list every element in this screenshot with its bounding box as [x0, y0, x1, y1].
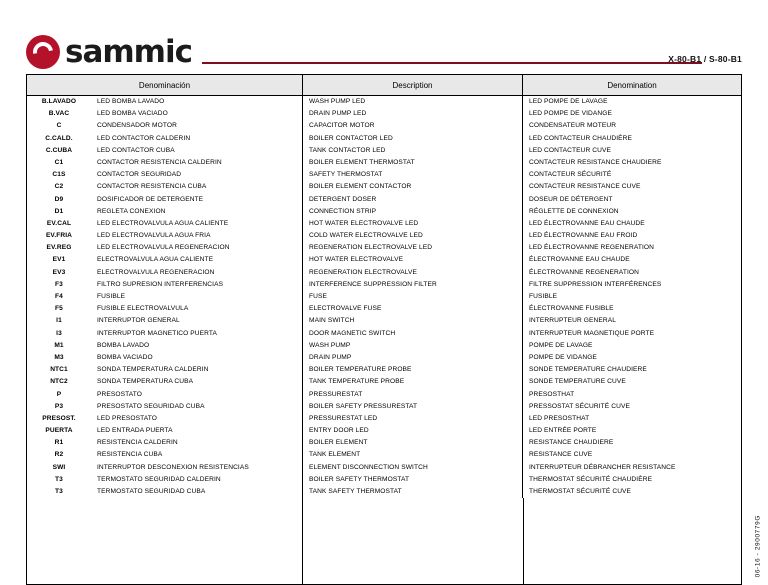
- table-row: [27, 462, 741, 474]
- cell-denomination: LED POMPE DE VIDANGE: [529, 110, 612, 118]
- cell-description: REGENERATION ELECTROVALVE LED: [303, 242, 523, 254]
- cell-denomination: CONTACTEUR RESISTANCE CUVE: [529, 183, 641, 191]
- cell-denomination: FILTRE SUPPRESSION INTERFÉRENCES: [529, 280, 662, 288]
- cell-denomination: LED PRESOSTHAT: [529, 414, 590, 422]
- cell-denominacion: CONDENSADOR MOTOR: [93, 120, 303, 132]
- cell-denominacion: LED CONTACTOR CALDERIN: [93, 133, 303, 145]
- cell-denominacion: LED ELECTROVALVULA AGUA FRIA: [93, 230, 303, 242]
- cell-denomination: RESISTANCE CHAUDIERE: [529, 439, 614, 447]
- cell-denomination: SONDE TEMPERATURE CHAUDIERE: [529, 366, 647, 374]
- cell-denominacion: REGLETA CONEXION: [93, 206, 303, 218]
- cell-description: COLD WATER ELECTROVALVE LED: [303, 230, 523, 242]
- cell-description: BOILER SAFETY PRESSURESTAT: [303, 401, 523, 413]
- cell-description: DRAIN PUMP: [303, 352, 523, 364]
- cell-description: BOILER ELEMENT CONTACTOR: [303, 181, 523, 193]
- cell-denominacion: INTERRUPTOR GENERAL: [93, 315, 303, 327]
- cell-denomination: ÉLECTROVANNE REGENERATION: [529, 268, 639, 276]
- cell-description: DETERGENT DOSER: [303, 194, 523, 206]
- cell-description: TANK TEMPERATURE PROBE: [303, 376, 523, 388]
- cell-code: NTC2: [50, 378, 68, 386]
- table-row: [27, 474, 741, 486]
- cell-denomination: INTERRUPTEUR GENERAL: [529, 317, 616, 325]
- cell-denomination: INTERRUPTEUR MAGNETIQUE PORTE: [529, 329, 655, 337]
- cell-denominacion: CONTACTOR SEGURIDAD: [93, 169, 303, 181]
- table-row: [27, 230, 741, 242]
- cell-denomination: PRESSOSTAT SÉCURITÉ CUVE: [529, 402, 630, 410]
- cell-denominacion: RESISTENCIA CALDERIN: [93, 437, 303, 449]
- cell-description: CONNECTION STRIP: [303, 206, 523, 218]
- cell-code: C: [56, 122, 62, 130]
- cell-denominacion: BOMBA VACIADO: [93, 352, 303, 364]
- cell-code: C.CALD.: [45, 134, 73, 142]
- cell-description: TANK SAFETY THERMOSTAT: [303, 486, 523, 498]
- cell-code: T3: [55, 475, 63, 483]
- column-header-denominacion: Denominación: [27, 75, 303, 95]
- cell-denomination: POMPE DE LAVAGE: [529, 341, 593, 349]
- cell-description: BOILER TEMPERATURE PROBE: [303, 364, 523, 376]
- cell-description: BOILER ELEMENT THERMOSTAT: [303, 157, 523, 169]
- cell-denominacion: SONDA TEMPERATURA CUBA: [93, 376, 303, 388]
- cell-denominacion: ELECTROVALVULA REGENERACION: [93, 267, 303, 279]
- table-row: [27, 181, 741, 193]
- cell-denominacion: FUSIBLE: [93, 291, 303, 303]
- cell-denominacion: CONTACTOR RESISTENCIA CUBA: [93, 181, 303, 193]
- table-row: [27, 254, 741, 266]
- table-row: [27, 108, 741, 120]
- cell-denomination: THERMOSTAT SÉCURITÉ CUVE: [529, 488, 632, 495]
- cell-denominacion: CONTACTOR RESISTENCIA CALDERIN: [93, 157, 303, 169]
- brand-logo: [26, 34, 192, 70]
- brand-name: sammic: [65, 34, 192, 70]
- cell-code: NTC1: [50, 366, 68, 374]
- cell-description: TANK ELEMENT: [303, 449, 523, 461]
- cell-denominacion: SONDA TEMPERATURA CALDERIN: [93, 364, 303, 376]
- cell-description: ENTRY DOOR LED: [303, 425, 523, 437]
- cell-denomination: LED ÉLECTROVANNE REGENERATION: [529, 244, 655, 252]
- table-row: [27, 133, 741, 145]
- cell-denomination: LED ÉLECTROVANNE EAU FROID: [529, 232, 638, 240]
- cell-denominacion: LED BOMBA VACIADO: [93, 108, 303, 120]
- cell-description: TANK CONTACTOR LED: [303, 145, 523, 157]
- cell-denominacion: LED CONTACTOR CUBA: [93, 145, 303, 157]
- cell-denominacion: FUSIBLE ELECTROVALVULA: [93, 303, 303, 315]
- cell-code: C1: [54, 158, 64, 166]
- cell-code: PRESOST.: [42, 414, 76, 422]
- cell-denominacion: PRESOSTATO: [93, 389, 303, 401]
- cell-denomination: LED POMPE DE LAVAGE: [529, 98, 608, 105]
- cell-code: B.VAC: [48, 110, 70, 118]
- table-row: [27, 437, 741, 449]
- cell-denomination: FUSIBLE: [529, 293, 558, 300]
- cell-denominacion: PRESOSTATO SEGURIDAD CUBA: [93, 401, 303, 413]
- cell-code: C.CUBA: [45, 146, 73, 154]
- table-row: [27, 242, 741, 254]
- cell-description: PRESSURESTAT LED: [303, 413, 523, 425]
- cell-denomination: CONTACTEUR SÉCURITÉ: [529, 171, 612, 179]
- cell-description: DRAIN PUMP LED: [303, 108, 523, 120]
- cell-denominacion: ELECTROVALVULA AGUA CALIENTE: [93, 254, 303, 266]
- header-divider: [202, 62, 702, 64]
- cell-description: BOILER CONTACTOR LED: [303, 133, 523, 145]
- cell-code: EV.REG: [46, 244, 72, 252]
- cell-description: HOT WATER ELECTROVALVE LED: [303, 218, 523, 230]
- cell-code: I3: [56, 329, 62, 337]
- table-row: [27, 267, 741, 279]
- cell-description: HOT WATER ELECTROVALVE: [303, 254, 523, 266]
- cell-description: MAIN SWITCH: [303, 315, 523, 327]
- table-row: [27, 449, 741, 461]
- cell-code: T3: [55, 488, 63, 495]
- table-row: [27, 425, 741, 437]
- table-header-row: [27, 75, 741, 96]
- table-row: [27, 194, 741, 206]
- cell-code: C2: [54, 183, 64, 191]
- cell-code: C1S: [52, 171, 66, 179]
- table-row: [27, 328, 741, 340]
- cell-denomination: SONDE TEMPERATURE CUVE: [529, 378, 626, 386]
- cell-description: BOILER SAFETY THERMOSTAT: [303, 474, 523, 486]
- cell-description: DOOR MAGNETIC SWITCH: [303, 328, 523, 340]
- cell-denominacion: TERMOSTATO SEGURIDAD CUBA: [93, 486, 303, 498]
- table-row: [27, 157, 741, 169]
- model-code: X-80-B1 / S-80-B1: [668, 54, 742, 64]
- cell-denomination: CONTACTEUR RESISTANCE CHAUDIERE: [529, 158, 662, 166]
- cell-code: I1: [56, 317, 62, 325]
- cell-description: INTERFERENCE SUPPRESSION FILTER: [303, 279, 523, 291]
- table-row: [27, 96, 741, 108]
- cell-description: FUSE: [303, 291, 523, 303]
- sammic-swirl-logo-icon: [26, 35, 60, 69]
- cell-denominacion: LED ELECTROVALVULA AGUA CALIENTE: [93, 218, 303, 230]
- table-empty-area: [27, 498, 741, 584]
- cell-denominacion: RESISTENCIA CUBA: [93, 449, 303, 461]
- column-header-description: Description: [303, 75, 523, 95]
- cell-denominacion: LED PRESOSTATO: [93, 413, 303, 425]
- table-row: [27, 352, 741, 364]
- cell-denomination: DOSEUR DE DÉTERGENT: [529, 195, 613, 203]
- table-row: [27, 315, 741, 327]
- cell-description: CAPACITOR MOTOR: [303, 120, 523, 132]
- cell-code: R2: [54, 451, 64, 459]
- table-row: [27, 413, 741, 425]
- cell-denomination: POMPE DE VIDANGE: [529, 353, 597, 361]
- cell-description: WASH PUMP: [303, 340, 523, 352]
- cell-denominacion: LED ENTRADA PUERTA: [93, 425, 303, 437]
- table-row: [27, 206, 741, 218]
- table-row: [27, 145, 741, 157]
- cell-denomination: LED ENTRÉE PORTE: [529, 427, 597, 435]
- cell-code: P: [56, 390, 62, 398]
- cell-code: EV.CAL: [46, 219, 72, 227]
- cell-code: EV.FRIA: [45, 232, 73, 240]
- cell-code: B.LAVADO: [41, 98, 77, 105]
- cell-denomination: LED ÉLECTROVANNE EAU CHAUDE: [529, 219, 645, 227]
- table-row: [27, 169, 741, 181]
- table-row: [27, 389, 741, 401]
- table-row: [27, 340, 741, 352]
- cell-denominacion: DOSIFICADOR DE DETERGENTE: [93, 194, 303, 206]
- table-row: [27, 303, 741, 315]
- cell-code: M1: [54, 341, 64, 349]
- cell-denominacion: TERMOSTATO SEGURIDAD CALDERIN: [93, 474, 303, 486]
- table-row: [27, 364, 741, 376]
- cell-denomination: LED CONTACTEUR CUVE: [529, 146, 612, 154]
- cell-code: F5: [55, 305, 63, 313]
- cell-description: REGENERATION ELECTROVALVE: [303, 267, 523, 279]
- cell-denomination: CONDENSATEUR MOTEUR: [529, 122, 617, 130]
- column-header-denomination: Denomination: [607, 80, 657, 90]
- cell-denomination: ÉLECTROVANNE FUSIBLE: [529, 305, 614, 313]
- cell-denominacion: INTERRUPTOR MAGNETICO PUERTA: [93, 328, 303, 340]
- table-row: [27, 120, 741, 132]
- cell-description: WASH PUMP LED: [303, 96, 523, 108]
- cell-denominacion: LED BOMBA LAVADO: [93, 96, 303, 108]
- cell-denomination: LED CONTACTEUR CHAUDIÈRE: [529, 134, 633, 142]
- table-row: [27, 291, 741, 303]
- table-row: [27, 376, 741, 388]
- table-row: [27, 401, 741, 413]
- cell-description: ELECTROVALVE FUSE: [303, 303, 523, 315]
- cell-denomination: PRESOSTHAT: [529, 390, 575, 398]
- cell-denomination: THERMOSTAT SÉCURITÉ CHAUDIÈRE: [529, 475, 653, 483]
- cell-code: D9: [54, 195, 64, 203]
- cell-code: EV3: [52, 268, 66, 276]
- cell-description: SAFETY THERMOSTAT: [303, 169, 523, 181]
- cell-code: M3: [54, 353, 64, 361]
- cell-code: F3: [55, 280, 63, 288]
- table-row: [27, 218, 741, 230]
- cell-denominacion: INTERRUPTOR DESCONEXION RESISTENCIAS: [93, 462, 303, 474]
- cell-code: SWI: [52, 463, 66, 471]
- cell-code: PUERTA: [45, 427, 73, 435]
- cell-denomination: INTERRUPTEUR DÉBRANCHER RESISTANCE: [529, 463, 676, 471]
- cell-denomination: ÉLECTROVANNE EAU CHAUDE: [529, 256, 630, 264]
- cell-denominacion: LED ELECTROVALVULA REGENERACION: [93, 242, 303, 254]
- cell-description: ELEMENT DISCONNECTION SWITCH: [303, 462, 523, 474]
- legend-table: [26, 74, 742, 585]
- table-row: [27, 279, 741, 291]
- table-body: [27, 96, 741, 498]
- cell-code: D1: [54, 207, 64, 215]
- cell-code: R1: [54, 439, 64, 447]
- cell-description: PRESSURESTAT: [303, 389, 523, 401]
- table-row: [27, 486, 741, 498]
- cell-denomination: RESISTANCE CUVE: [529, 451, 593, 459]
- document-header: [26, 34, 742, 76]
- cell-code: EV1: [52, 256, 66, 264]
- cell-denominacion: FILTRO SUPRESION INTERFERENCIAS: [93, 279, 303, 291]
- cell-code: P3: [54, 402, 64, 410]
- cell-denomination: RÉGLETTE DE CONNEXION: [529, 207, 619, 215]
- cell-code: F4: [55, 293, 63, 300]
- cell-denominacion: BOMBA LAVADO: [93, 340, 303, 352]
- document-reference-code: 06-16 - 2900779G: [754, 515, 761, 578]
- cell-description: BOILER ELEMENT: [303, 437, 523, 449]
